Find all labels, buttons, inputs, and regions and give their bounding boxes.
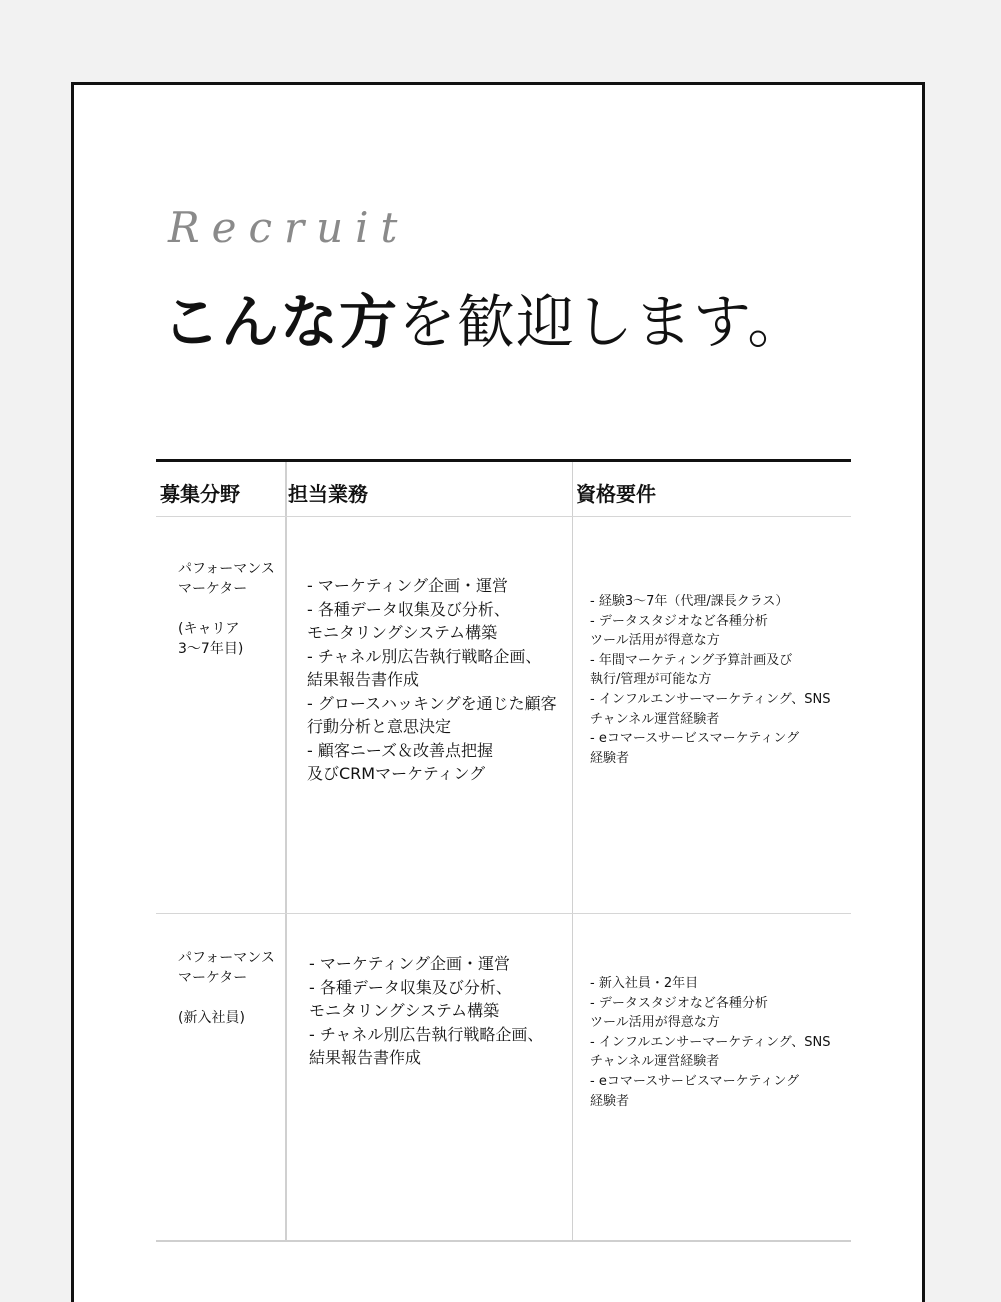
requirements-cell: - 経験3〜7年（代理/課長クラス） - データスタジオなど各種分析 ツール活用が得意な方 - 年間マーケティング予算計画及び 執行/管理が可能な方 - インフルエンサーマーケティング、SNS チャンネル運営経験者 - eコマースサービスマーケティング 経験者 <box>590 594 831 766</box>
duties-cell: - マーケティング企画・運営 - 各種データ収集及び分析、 モニタリングシステム構築 - チャネル別広告執行戦略企画、 結果報告書作成 - グロースハッキングを通じた顧客 行動分析と意思決定 - 顧客ニーズ＆改善点把握 及びCRMマーケティング <box>307 576 557 783</box>
requirements-cell: - 新入社員・2年目 - データスタジオなど各種分析 ツール活用が得意な方 - インフルエンサーマーケティング、SNS チャンネル運営経験者 - eコマースサービスマーケティング 経験者 <box>590 976 831 1109</box>
table-row <box>156 517 851 914</box>
header-duties: 担当業務 <box>288 482 368 506</box>
recruit-table <box>156 459 851 1242</box>
script-title: Recruit <box>168 203 410 252</box>
page-title-bold: こんな方 <box>162 288 399 356</box>
duties-cell: - マーケティング企画・運営 - 各種データ収集及び分析、 モニタリングシステム構築 - チャネル別広告執行戦略企画、 結果報告書作成 <box>309 954 544 1067</box>
field-cell: パフォーマンス マーケター (新入社員) <box>178 950 275 1026</box>
page-title-normal: を歓迎します。 <box>398 288 807 356</box>
header-field: 募集分野 <box>160 482 240 506</box>
page-title <box>162 288 807 356</box>
recruit-card <box>71 82 925 1302</box>
header-requirements: 資格要件 <box>576 482 656 506</box>
field-cell: パフォーマンス マーケター (キャリア 3〜7年目) <box>178 561 275 657</box>
table-row <box>156 914 851 1242</box>
table-header-row <box>156 462 851 517</box>
